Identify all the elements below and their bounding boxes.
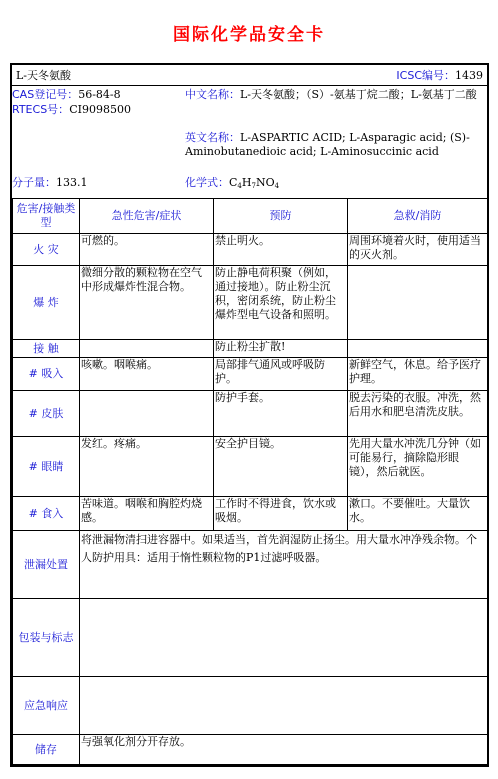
icsc-label: ICSC编号： (396, 69, 455, 82)
cell-prevention: 防护手套。 (214, 391, 348, 437)
cas-label: CAS登记号： (12, 88, 79, 101)
row-label-skin: # 皮肤 (13, 391, 80, 437)
row-label-spillage: 泄漏处置 (13, 531, 80, 599)
table-row (13, 735, 488, 765)
table-header-row (13, 199, 488, 234)
chemical-name: L-天冬氨酸 (16, 69, 72, 82)
row-label-explosion: 爆 炸 (13, 266, 80, 340)
cell-hazard: 可燃的。 (80, 234, 214, 266)
icsc-number-field (396, 69, 483, 83)
cell-firstaid: 漱口。不要催吐。大量饮水。 (348, 497, 488, 531)
cell-firstaid (348, 266, 488, 340)
header-type: 危害/接触类型 (13, 199, 80, 234)
cas-value: 56-84-8 (78, 88, 121, 101)
cell-emergency (80, 677, 488, 735)
table-row (13, 497, 488, 531)
table-row (13, 358, 488, 391)
cell-firstaid: 先用大量水冲洗几分钟（如可能易行，摘除隐形眼镜），然后就医。 (348, 437, 488, 497)
safety-card (10, 63, 489, 767)
cn-value: L-天冬氨酸；（S）-氨基丁烷二酸；L-氨基丁二酸 (240, 88, 477, 101)
cell-spillage: 将泄漏物清扫进容器中。如果适当，首先润湿防止扬尘。用大量水冲净残余物。个人防护用具：适用于惰性颗粒物的P1过滤呼吸器。 (80, 531, 488, 599)
cell-prevention: 防止静电荷积聚（例如，通过接地）。防止粉尘沉积，密闭系统，防止粉尘爆炸型电气设备和照明。 (214, 266, 348, 340)
table-row (13, 437, 488, 497)
formula-label: 化学式： (185, 176, 229, 189)
mw-value: 133.1 (56, 176, 88, 189)
table-row (13, 234, 488, 266)
table-row (13, 340, 488, 358)
header-prevention: 预防 (214, 199, 348, 234)
header-firstaid: 急救/消防 (348, 199, 488, 234)
rtecs-label: RTECS号： (12, 103, 70, 116)
cn-label: 中文名称： (185, 88, 240, 101)
chemical-formula: $C_4H_7NO_4$ (229, 176, 280, 190)
en-label: 英文名称： (185, 131, 240, 144)
molecular-weight-field (12, 176, 182, 190)
cell-firstaid (348, 340, 488, 358)
row-label-eyes: # 眼睛 (13, 437, 80, 497)
formula-field (185, 176, 481, 190)
cell-firstaid: 新鲜空气，休息。给予医疗护理。 (348, 358, 488, 391)
cell-firstaid: 周围环境着火时，使用适当的灭火剂。 (348, 234, 488, 266)
english-name-field (185, 131, 481, 159)
mw-label: 分子量： (12, 176, 56, 189)
cell-packaging (80, 599, 488, 677)
cell-hazard (80, 340, 214, 358)
table-row (13, 599, 488, 677)
cell-prevention: 安全护目镜。 (214, 437, 348, 497)
row-label-storage: 储存 (13, 735, 80, 765)
row-label-contact: 接 触 (13, 340, 80, 358)
chinese-name-field (185, 88, 481, 102)
cell-hazard: 发红。疼痛。 (80, 437, 214, 497)
cas-field (12, 88, 182, 102)
cell-hazard: 咳嗽。咽喉痛。 (80, 358, 214, 391)
icsc-value: 1439 (455, 69, 483, 82)
cell-hazard (80, 391, 214, 437)
card-title: 国际化学品安全卡 (173, 25, 325, 45)
table-row (13, 677, 488, 735)
cell-hazard: 苦味道。咽喉和胸腔灼烧感。 (80, 497, 214, 531)
cell-hazard: 微细分散的颗粒物在空气中形成爆炸性混合物。 (80, 266, 214, 340)
row-label-fire: 火 灾 (13, 234, 80, 266)
row-label-inhalation: # 吸入 (13, 358, 80, 391)
table-row (13, 391, 488, 437)
hazard-table (12, 198, 488, 765)
cell-firstaid: 脱去污染的衣服。冲洗，然后用水和肥皂清洗皮肤。 (348, 391, 488, 437)
row-label-emergency: 应急响应 (13, 677, 80, 735)
en-value: L-ASPARTIC ACID; L-Asparagic acid; (S)-Aminobutanedioic acid; L-Aminosuccinic acid (185, 131, 470, 158)
cell-prevention: 防止粉尘扩散! (214, 340, 348, 358)
table-row (13, 531, 488, 599)
header-hazard: 急性危害/症状 (80, 199, 214, 234)
divider (12, 85, 487, 86)
rtecs-field (12, 103, 182, 117)
cell-prevention: 禁止明火。 (214, 234, 348, 266)
cell-prevention: 局部排气通风或呼吸防护。 (214, 358, 348, 391)
row-label-ingestion: # 食入 (13, 497, 80, 531)
cell-storage: 与强氧化剂分开存放。 (80, 735, 488, 765)
row-label-packaging: 包装与标志 (13, 599, 80, 677)
rtecs-value: CI9098500 (69, 103, 131, 116)
table-row (13, 266, 488, 340)
cell-prevention: 工作时不得进食，饮水或吸烟。 (214, 497, 348, 531)
